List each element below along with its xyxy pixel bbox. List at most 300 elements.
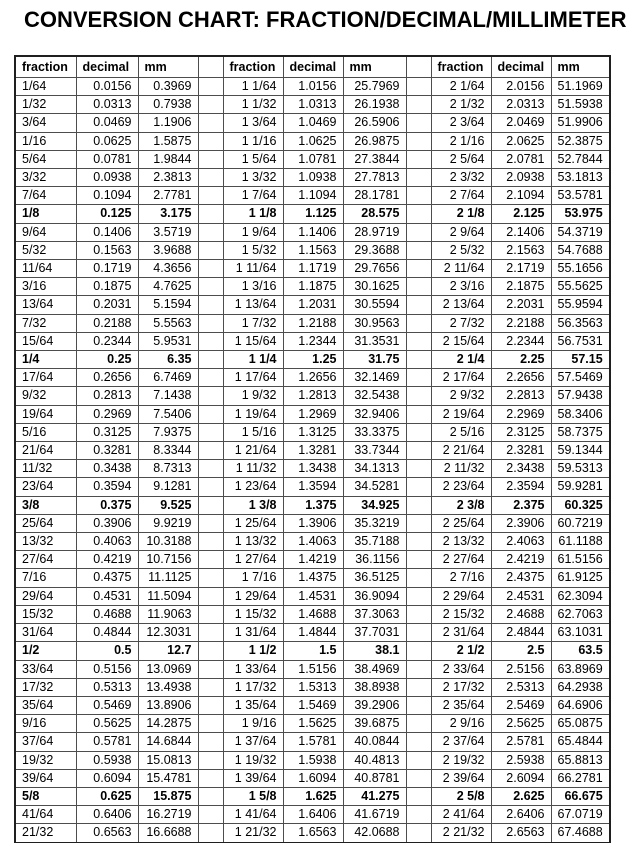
mm-cell: 5.5563 xyxy=(138,314,198,332)
decimal-cell: 2.2969 xyxy=(491,405,551,423)
decimal-cell: 0.3906 xyxy=(76,514,138,532)
fraction-cell: 1 21/32 xyxy=(223,824,283,843)
decimal-cell: 2.3906 xyxy=(491,514,551,532)
fraction-cell: 1 39/64 xyxy=(223,769,283,787)
decimal-cell: 1.625 xyxy=(283,787,343,805)
spacer-cell xyxy=(406,387,431,405)
decimal-cell: 0.4063 xyxy=(76,533,138,551)
mm-cell: 32.5438 xyxy=(343,387,406,405)
fraction-cell: 13/32 xyxy=(15,533,76,551)
spacer-cell xyxy=(198,241,223,259)
mm-cell: 33.3375 xyxy=(343,423,406,441)
mm-cell: 11.9063 xyxy=(138,605,198,623)
fraction-cell: 1 13/32 xyxy=(223,533,283,551)
fraction-cell: 2 15/64 xyxy=(431,332,491,350)
table-row xyxy=(15,806,610,824)
mm-cell: 31.75 xyxy=(343,351,406,369)
spacer-cell xyxy=(406,296,431,314)
mm-cell: 11.5094 xyxy=(138,587,198,605)
decimal-cell: 1.1406 xyxy=(283,223,343,241)
decimal-cell: 0.0313 xyxy=(76,96,138,114)
decimal-cell: 0.6563 xyxy=(76,824,138,843)
mm-cell: 56.3563 xyxy=(551,314,610,332)
decimal-cell: 0.1875 xyxy=(76,278,138,296)
decimal-cell: 1.0938 xyxy=(283,169,343,187)
fraction-cell: 2 17/64 xyxy=(431,369,491,387)
decimal-cell: 2.5625 xyxy=(491,715,551,733)
decimal-cell: 1.4688 xyxy=(283,605,343,623)
mm-cell: 4.7625 xyxy=(138,278,198,296)
decimal-cell: 2.2188 xyxy=(491,314,551,332)
decimal-cell: 1.6563 xyxy=(283,824,343,843)
mm-cell: 51.5938 xyxy=(551,96,610,114)
fraction-cell: 1 3/16 xyxy=(223,278,283,296)
mm-cell: 27.7813 xyxy=(343,169,406,187)
mm-cell: 26.5906 xyxy=(343,114,406,132)
decimal-cell: 0.5469 xyxy=(76,696,138,714)
mm-cell: 1.9844 xyxy=(138,150,198,168)
table-row xyxy=(15,296,610,314)
fraction-cell: 2 37/64 xyxy=(431,733,491,751)
decimal-cell: 2.0938 xyxy=(491,169,551,187)
fraction-cell: 2 15/32 xyxy=(431,605,491,623)
fraction-cell: 1 11/64 xyxy=(223,260,283,278)
mm-cell: 67.0719 xyxy=(551,806,610,824)
table-row xyxy=(15,587,610,605)
decimal-cell: 2.1875 xyxy=(491,278,551,296)
mm-cell: 16.2719 xyxy=(138,806,198,824)
mm-cell: 4.3656 xyxy=(138,260,198,278)
fraction-cell: 2 41/64 xyxy=(431,806,491,824)
decimal-cell: 0.2813 xyxy=(76,387,138,405)
spacer-cell xyxy=(198,715,223,733)
mm-cell: 54.7688 xyxy=(551,241,610,259)
fraction-cell: 1/64 xyxy=(15,78,76,96)
fraction-cell: 39/64 xyxy=(15,769,76,787)
mm-cell: 60.325 xyxy=(551,496,610,514)
fraction-cell: 9/16 xyxy=(15,715,76,733)
conversion-table xyxy=(14,55,611,843)
spacer-cell xyxy=(406,223,431,241)
fraction-cell: 2 19/64 xyxy=(431,405,491,423)
fraction-cell: 1 1/4 xyxy=(223,351,283,369)
mm-cell: 25.7969 xyxy=(343,78,406,96)
fraction-cell: 25/64 xyxy=(15,514,76,532)
mm-cell: 38.4969 xyxy=(343,660,406,678)
mm-cell: 61.9125 xyxy=(551,569,610,587)
table-row xyxy=(15,751,610,769)
decimal-cell: 1.5156 xyxy=(283,660,343,678)
spacer-cell xyxy=(198,496,223,514)
mm-cell: 7.1438 xyxy=(138,387,198,405)
fraction-cell: 7/64 xyxy=(15,187,76,205)
spacer-cell xyxy=(198,678,223,696)
spacer-cell xyxy=(198,806,223,824)
fraction-cell: 2 5/16 xyxy=(431,423,491,441)
mm-cell: 62.3094 xyxy=(551,587,610,605)
fraction-cell: 1 37/64 xyxy=(223,733,283,751)
decimal-cell: 0.2969 xyxy=(76,405,138,423)
fraction-cell: 2 13/64 xyxy=(431,296,491,314)
mm-cell: 13.0969 xyxy=(138,660,198,678)
decimal-cell: 2.3281 xyxy=(491,442,551,460)
mm-cell: 53.975 xyxy=(551,205,610,223)
decimal-cell: 2.2344 xyxy=(491,332,551,350)
mm-cell: 35.7188 xyxy=(343,533,406,551)
fraction-cell: 31/64 xyxy=(15,624,76,642)
fraction-cell: 1 1/2 xyxy=(223,642,283,660)
decimal-cell: 0.3125 xyxy=(76,423,138,441)
fraction-cell: 1 9/32 xyxy=(223,387,283,405)
decimal-cell: 1.5 xyxy=(283,642,343,660)
fraction-cell: 1 3/32 xyxy=(223,169,283,187)
mm-cell: 63.8969 xyxy=(551,660,610,678)
spacer-cell xyxy=(198,260,223,278)
mm-cell: 0.3969 xyxy=(138,78,198,96)
mm-cell: 65.0875 xyxy=(551,715,610,733)
fraction-cell: 1 3/64 xyxy=(223,114,283,132)
mm-cell: 8.3344 xyxy=(138,442,198,460)
mm-cell: 59.9281 xyxy=(551,478,610,496)
spacer-cell xyxy=(198,96,223,114)
mm-cell: 8.7313 xyxy=(138,460,198,478)
mm-cell: 7.5406 xyxy=(138,405,198,423)
fraction-cell: 2 23/64 xyxy=(431,478,491,496)
mm-cell: 60.7219 xyxy=(551,514,610,532)
decimal-cell: 0.375 xyxy=(76,496,138,514)
fraction-cell: 19/64 xyxy=(15,405,76,423)
decimal-cell: 0.6406 xyxy=(76,806,138,824)
decimal-cell: 1.3281 xyxy=(283,442,343,460)
decimal-cell: 1.0469 xyxy=(283,114,343,132)
spacer-cell xyxy=(198,551,223,569)
table-row xyxy=(15,223,610,241)
spacer-cell xyxy=(198,514,223,532)
spacer-cell xyxy=(198,187,223,205)
table-row xyxy=(15,169,610,187)
mm-cell: 51.1969 xyxy=(551,78,610,96)
mm-cell: 29.7656 xyxy=(343,260,406,278)
fraction-cell: 13/64 xyxy=(15,296,76,314)
table-row xyxy=(15,150,610,168)
fraction-cell: 11/64 xyxy=(15,260,76,278)
fraction-cell: 5/64 xyxy=(15,150,76,168)
table-row xyxy=(15,787,610,805)
fraction-cell: 1 7/32 xyxy=(223,314,283,332)
decimal-cell: 0.625 xyxy=(76,787,138,805)
fraction-cell: 2 1/16 xyxy=(431,132,491,150)
column-header-fraction: fraction xyxy=(431,56,491,78)
spacer-cell xyxy=(198,423,223,441)
spacer-cell xyxy=(198,405,223,423)
mm-cell: 15.4781 xyxy=(138,769,198,787)
decimal-cell: 2.2031 xyxy=(491,296,551,314)
decimal-cell: 2.4219 xyxy=(491,551,551,569)
decimal-cell: 2.0313 xyxy=(491,96,551,114)
mm-cell: 66.2781 xyxy=(551,769,610,787)
fraction-cell: 2 29/64 xyxy=(431,587,491,605)
fraction-cell: 21/32 xyxy=(15,824,76,843)
fraction-cell: 2 7/64 xyxy=(431,187,491,205)
fraction-cell: 2 17/32 xyxy=(431,678,491,696)
column-header-mm: mm xyxy=(343,56,406,78)
spacer-cell xyxy=(406,678,431,696)
fraction-cell: 1 5/32 xyxy=(223,241,283,259)
spacer-cell xyxy=(406,751,431,769)
fraction-cell: 2 7/16 xyxy=(431,569,491,587)
mm-cell: 26.1938 xyxy=(343,96,406,114)
decimal-cell: 1.2813 xyxy=(283,387,343,405)
spacer-cell xyxy=(198,642,223,660)
spacer-cell xyxy=(198,751,223,769)
mm-cell: 61.1188 xyxy=(551,533,610,551)
decimal-cell: 0.4531 xyxy=(76,587,138,605)
decimal-cell: 0.5156 xyxy=(76,660,138,678)
decimal-cell: 1.2031 xyxy=(283,296,343,314)
spacer-cell xyxy=(406,260,431,278)
spacer-cell xyxy=(198,587,223,605)
fraction-cell: 1 35/64 xyxy=(223,696,283,714)
decimal-cell: 2.5 xyxy=(491,642,551,660)
decimal-cell: 1.5625 xyxy=(283,715,343,733)
fraction-cell: 2 21/64 xyxy=(431,442,491,460)
decimal-cell: 2.6094 xyxy=(491,769,551,787)
fraction-cell: 1/2 xyxy=(15,642,76,660)
decimal-cell: 0.0156 xyxy=(76,78,138,96)
fraction-cell: 2 25/64 xyxy=(431,514,491,532)
fraction-cell: 23/64 xyxy=(15,478,76,496)
fraction-cell: 2 11/64 xyxy=(431,260,491,278)
fraction-cell: 1 19/32 xyxy=(223,751,283,769)
table-row xyxy=(15,278,610,296)
spacer-cell xyxy=(198,624,223,642)
decimal-cell: 0.6094 xyxy=(76,769,138,787)
mm-cell: 41.6719 xyxy=(343,806,406,824)
spacer-cell xyxy=(406,478,431,496)
decimal-cell: 1.0781 xyxy=(283,150,343,168)
fraction-cell: 1 27/64 xyxy=(223,551,283,569)
mm-cell: 42.0688 xyxy=(343,824,406,843)
mm-cell: 59.5313 xyxy=(551,460,610,478)
mm-cell: 3.175 xyxy=(138,205,198,223)
fraction-cell: 9/64 xyxy=(15,223,76,241)
decimal-cell: 1.0313 xyxy=(283,96,343,114)
mm-cell: 62.7063 xyxy=(551,605,610,623)
mm-cell: 2.3813 xyxy=(138,169,198,187)
table-row xyxy=(15,260,610,278)
decimal-cell: 1.4219 xyxy=(283,551,343,569)
fraction-cell: 2 3/8 xyxy=(431,496,491,514)
fraction-cell: 1 3/8 xyxy=(223,496,283,514)
fraction-cell: 1 7/64 xyxy=(223,187,283,205)
mm-cell: 26.9875 xyxy=(343,132,406,150)
table-row xyxy=(15,733,610,751)
mm-cell: 13.4938 xyxy=(138,678,198,696)
decimal-cell: 1.1875 xyxy=(283,278,343,296)
fraction-cell: 2 1/32 xyxy=(431,96,491,114)
fraction-cell: 2 3/16 xyxy=(431,278,491,296)
fraction-cell: 3/8 xyxy=(15,496,76,514)
spacer-cell xyxy=(198,56,223,78)
fraction-cell: 1 1/64 xyxy=(223,78,283,96)
mm-cell: 13.8906 xyxy=(138,696,198,714)
mm-cell: 9.1281 xyxy=(138,478,198,496)
decimal-cell: 0.5938 xyxy=(76,751,138,769)
decimal-cell: 0.2656 xyxy=(76,369,138,387)
decimal-cell: 0.0469 xyxy=(76,114,138,132)
spacer-cell xyxy=(406,496,431,514)
mm-cell: 38.8938 xyxy=(343,678,406,696)
fraction-cell: 7/32 xyxy=(15,314,76,332)
mm-cell: 66.675 xyxy=(551,787,610,805)
spacer-cell xyxy=(406,787,431,805)
fraction-cell: 2 5/64 xyxy=(431,150,491,168)
spacer-cell xyxy=(406,624,431,642)
mm-cell: 63.5 xyxy=(551,642,610,660)
fraction-cell: 2 1/2 xyxy=(431,642,491,660)
decimal-cell: 1.4844 xyxy=(283,624,343,642)
decimal-cell: 1.3906 xyxy=(283,514,343,532)
mm-cell: 10.3188 xyxy=(138,533,198,551)
table-row xyxy=(15,132,610,150)
mm-cell: 34.925 xyxy=(343,496,406,514)
decimal-cell: 1.4375 xyxy=(283,569,343,587)
fraction-cell: 33/64 xyxy=(15,660,76,678)
fraction-cell: 2 39/64 xyxy=(431,769,491,787)
fraction-cell: 1 9/16 xyxy=(223,715,283,733)
fraction-cell: 11/32 xyxy=(15,460,76,478)
spacer-cell xyxy=(198,460,223,478)
fraction-cell: 2 33/64 xyxy=(431,660,491,678)
table-row xyxy=(15,241,610,259)
mm-cell: 40.0844 xyxy=(343,733,406,751)
spacer-cell xyxy=(406,150,431,168)
mm-cell: 55.5625 xyxy=(551,278,610,296)
table-row xyxy=(15,496,610,514)
decimal-cell: 1.5469 xyxy=(283,696,343,714)
spacer-cell xyxy=(406,733,431,751)
decimal-cell: 0.0938 xyxy=(76,169,138,187)
spacer-cell xyxy=(198,733,223,751)
spacer-cell xyxy=(406,423,431,441)
decimal-cell: 0.1719 xyxy=(76,260,138,278)
table-row xyxy=(15,351,610,369)
mm-cell: 59.1344 xyxy=(551,442,610,460)
decimal-cell: 0.5625 xyxy=(76,715,138,733)
decimal-cell: 1.1094 xyxy=(283,187,343,205)
mm-cell: 36.1156 xyxy=(343,551,406,569)
spacer-cell xyxy=(406,769,431,787)
spacer-cell xyxy=(406,169,431,187)
fraction-cell: 2 9/32 xyxy=(431,387,491,405)
table-row xyxy=(15,460,610,478)
spacer-cell xyxy=(406,332,431,350)
fraction-cell: 2 3/64 xyxy=(431,114,491,132)
fraction-cell: 1/8 xyxy=(15,205,76,223)
decimal-cell: 1.25 xyxy=(283,351,343,369)
mm-cell: 28.1781 xyxy=(343,187,406,205)
decimal-cell: 2.3125 xyxy=(491,423,551,441)
fraction-cell: 1 7/16 xyxy=(223,569,283,587)
table-row xyxy=(15,205,610,223)
table-row xyxy=(15,769,610,787)
decimal-cell: 2.5156 xyxy=(491,660,551,678)
fraction-cell: 1 19/64 xyxy=(223,405,283,423)
mm-cell: 32.1469 xyxy=(343,369,406,387)
fraction-cell: 2 5/32 xyxy=(431,241,491,259)
decimal-cell: 1.6094 xyxy=(283,769,343,787)
table-row xyxy=(15,96,610,114)
mm-cell: 6.35 xyxy=(138,351,198,369)
spacer-cell xyxy=(198,351,223,369)
fraction-cell: 1 31/64 xyxy=(223,624,283,642)
decimal-cell: 0.4688 xyxy=(76,605,138,623)
fraction-cell: 1 1/8 xyxy=(223,205,283,223)
fraction-cell: 1 25/64 xyxy=(223,514,283,532)
fraction-cell: 2 5/8 xyxy=(431,787,491,805)
decimal-cell: 0.1563 xyxy=(76,241,138,259)
mm-cell: 5.1594 xyxy=(138,296,198,314)
fraction-cell: 1 29/64 xyxy=(223,587,283,605)
column-header-decimal: decimal xyxy=(283,56,343,78)
decimal-cell: 2.1406 xyxy=(491,223,551,241)
fraction-cell: 17/64 xyxy=(15,369,76,387)
mm-cell: 56.7531 xyxy=(551,332,610,350)
mm-cell: 39.6875 xyxy=(343,715,406,733)
mm-cell: 1.1906 xyxy=(138,114,198,132)
mm-cell: 35.3219 xyxy=(343,514,406,532)
fraction-cell: 1 21/64 xyxy=(223,442,283,460)
decimal-cell: 2.5938 xyxy=(491,751,551,769)
fraction-cell: 1 5/64 xyxy=(223,150,283,168)
fraction-cell: 2 13/32 xyxy=(431,533,491,551)
fraction-cell: 2 3/32 xyxy=(431,169,491,187)
column-header-decimal: decimal xyxy=(76,56,138,78)
mm-cell: 63.1031 xyxy=(551,624,610,642)
mm-cell: 9.525 xyxy=(138,496,198,514)
decimal-cell: 2.1563 xyxy=(491,241,551,259)
decimal-cell: 0.5313 xyxy=(76,678,138,696)
mm-cell: 52.7844 xyxy=(551,150,610,168)
decimal-cell: 2.1719 xyxy=(491,260,551,278)
decimal-cell: 1.4063 xyxy=(283,533,343,551)
decimal-cell: 0.4844 xyxy=(76,624,138,642)
fraction-cell: 2 27/64 xyxy=(431,551,491,569)
mm-cell: 3.5719 xyxy=(138,223,198,241)
mm-cell: 57.15 xyxy=(551,351,610,369)
fraction-cell: 2 11/32 xyxy=(431,460,491,478)
column-header-decimal: decimal xyxy=(491,56,551,78)
spacer-cell xyxy=(406,278,431,296)
decimal-cell: 1.3438 xyxy=(283,460,343,478)
mm-cell: 30.1625 xyxy=(343,278,406,296)
decimal-cell: 1.125 xyxy=(283,205,343,223)
table-row xyxy=(15,442,610,460)
decimal-cell: 2.0469 xyxy=(491,114,551,132)
fraction-cell: 27/64 xyxy=(15,551,76,569)
decimal-cell: 2.5469 xyxy=(491,696,551,714)
decimal-cell: 2.375 xyxy=(491,496,551,514)
spacer-cell xyxy=(198,605,223,623)
mm-cell: 31.3531 xyxy=(343,332,406,350)
table-row xyxy=(15,824,610,843)
table-row xyxy=(15,78,610,96)
mm-cell: 64.6906 xyxy=(551,696,610,714)
table-row xyxy=(15,715,610,733)
mm-cell: 14.6844 xyxy=(138,733,198,751)
mm-cell: 12.3031 xyxy=(138,624,198,642)
fraction-cell: 1/16 xyxy=(15,132,76,150)
